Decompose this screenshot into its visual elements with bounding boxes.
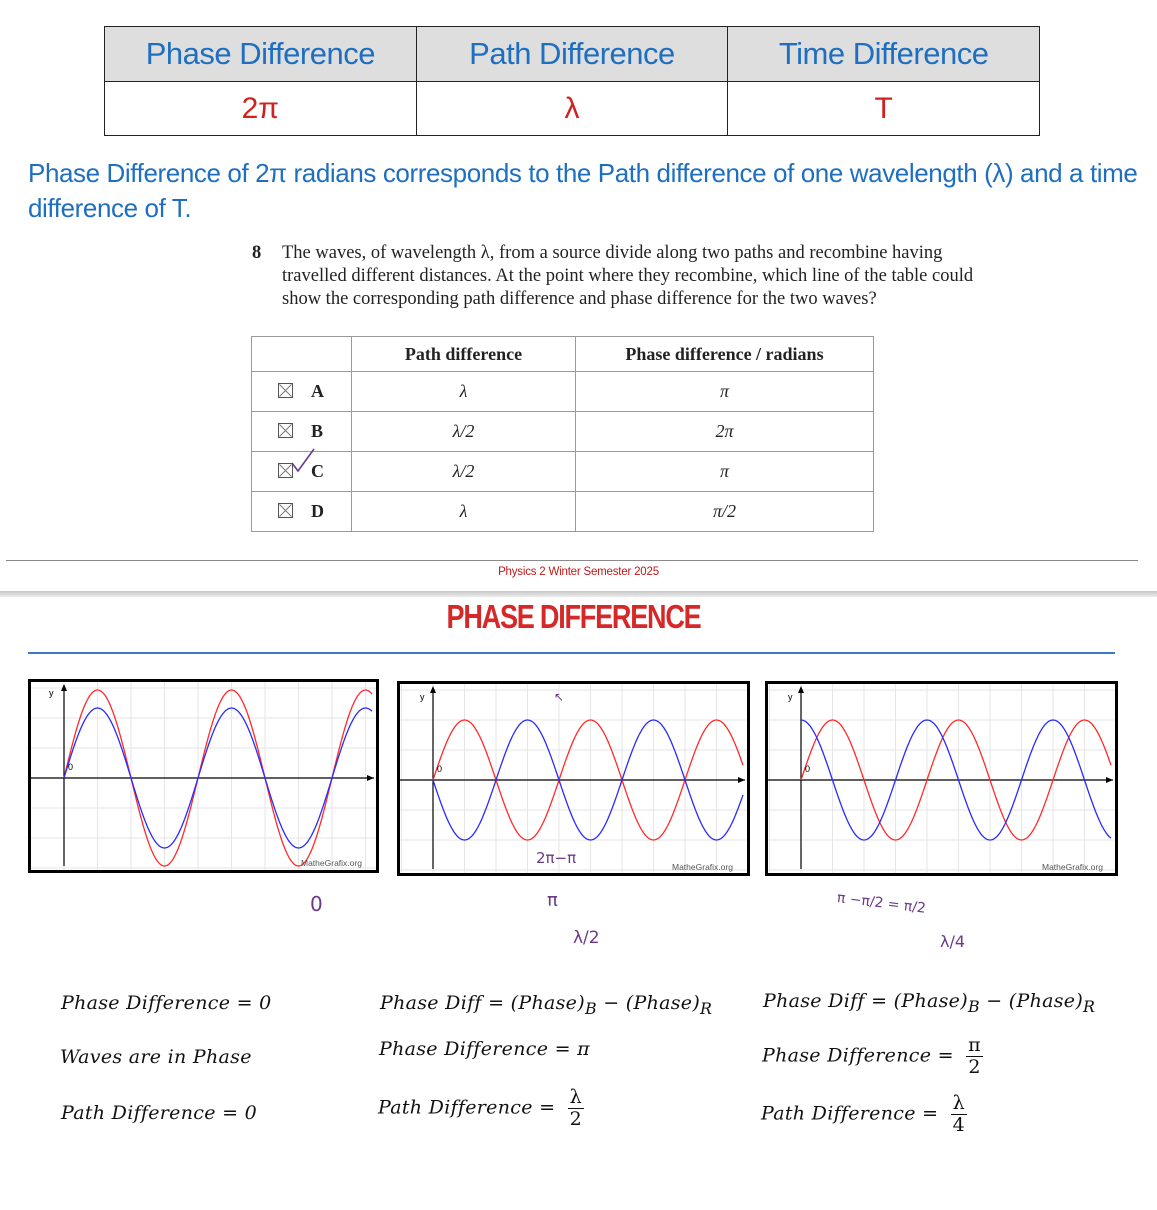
option-phase: 2π [576,412,874,452]
checkbox-icon[interactable] [278,423,293,438]
eq-fraction [966,1035,983,1078]
eq-phase-definition [763,990,1095,1016]
fraction-numerator: λ [569,1086,582,1108]
divider [6,560,1138,561]
option-letter: D [311,501,324,521]
checkmark-icon [290,447,316,475]
question-number: 8 [252,243,262,263]
wave-graph-quarter-phase [765,681,1118,876]
eq-text: Phase Difference = [762,1044,954,1067]
eq-text: Path Difference = [378,1096,556,1119]
wave-plot [400,684,747,873]
slide-separator [0,591,1157,597]
handwritten-result: 0 [310,892,323,916]
summary-note: Phase Difference of 2π radians corresponds to the Path difference of one wavelength (λ) and a time difference of T. [28,158,1138,223]
origin-label: 0 [805,764,811,774]
header-phase: Phase difference / radians [576,337,874,372]
eq-subscript: R [700,998,713,1018]
x-axis-arrow-icon [367,775,374,781]
eq-text: Phase Diff = [380,992,511,1014]
course-label: Physics 2 Winter Semester 2025 [498,566,659,578]
eq-subscript: R [1083,996,1096,1016]
eq-fraction [568,1087,584,1130]
x-axis-arrow-icon [738,777,745,783]
option-phase: π/2 [576,492,874,532]
answer-table [251,336,874,532]
answer-option-header [252,337,352,372]
eq-phase-difference: Phase Difference = 0 [61,992,272,1014]
option-path: λ/2 [352,452,576,492]
option-path: λ/2 [352,412,576,452]
fraction-denominator: 2 [968,1056,981,1078]
watermark: MatheGrafix.org [301,858,362,868]
origin-label: 0 [68,762,74,772]
option-phase: π [576,372,874,412]
handwritten-lambda: λ/2 [573,928,600,948]
axis-y-label: y [788,692,793,702]
eq-text: (Phase) [510,992,585,1014]
fraction-numerator: π [968,1034,981,1056]
wave-graph-in-phase [28,679,379,873]
summary-table [104,26,1040,136]
eq-fraction [951,1093,967,1136]
eq-path-difference [378,1087,584,1130]
handwritten-result: π [547,890,558,911]
eq-path-difference [761,1093,967,1136]
checkbox-icon[interactable] [278,503,293,518]
x-axis-arrow-icon [1106,777,1113,783]
eq-subscript: B [584,998,597,1018]
eq-phase-difference [762,1035,983,1078]
axis-y-label: y [420,692,425,702]
eq-subscript: B [967,996,980,1016]
option-letter: A [311,381,324,401]
handwritten-note: 2π−π [536,849,577,867]
wave-plot [768,684,1115,873]
option-path: λ [352,372,576,412]
option-row-d[interactable] [252,492,874,532]
eq-phase-difference: Phase Difference = π [379,1038,590,1060]
value-phase-difference: 2π [105,82,417,136]
wave-graph-antiphase [397,681,750,876]
handwritten-note: π −π/2 = π/2 [836,890,927,917]
watermark: MatheGrafix.org [1042,862,1103,872]
eq-text: − (Phase) [979,990,1084,1012]
header-path: Path difference [352,337,576,372]
handwritten-mark: ↖ [554,690,565,704]
watermark: MatheGrafix.org [672,862,733,872]
option-row-c[interactable] [252,452,874,492]
fraction-denominator: 2 [569,1108,582,1130]
eq-phase-definition [380,992,712,1018]
header-time-difference: Time Difference [728,27,1040,82]
eq-path-difference: Path Difference = 0 [61,1102,258,1124]
option-path: λ [352,492,576,532]
eq-text: Phase Diff = [763,990,894,1012]
value-path-difference: λ [416,82,728,136]
eq-text: Path Difference = [761,1102,939,1125]
question-text: The waves, of wavelength λ, from a source divide along two paths and recombine having travelled different distances. At the point where they recombine, which line of the table could show the corresponding path difference and phase difference for the two waves? [282,243,974,309]
origin-label: 0 [437,764,443,774]
eq-text: (Phase) [893,990,968,1012]
header-phase-difference: Phase Difference [105,27,417,82]
handwritten-lambda: λ/4 [940,932,966,951]
option-letter: B [311,421,324,441]
wave-plot [31,682,376,870]
checkbox-icon[interactable] [278,383,293,398]
option-phase: π [576,452,874,492]
fraction-denominator: 4 [952,1114,965,1136]
value-time-difference: T [728,82,1040,136]
option-row-b[interactable] [252,412,874,452]
eq-in-phase: Waves are in Phase [60,1046,252,1068]
option-row-a[interactable] [252,372,874,412]
axis-y-label: y [49,688,54,698]
title-rule [28,652,1115,654]
slide-title: PHASE DIFFERENCE [446,598,701,635]
header-path-difference: Path Difference [416,27,728,82]
fraction-numerator: λ [952,1092,965,1114]
option-letter: C [311,461,324,481]
eq-text: − (Phase) [596,992,701,1014]
